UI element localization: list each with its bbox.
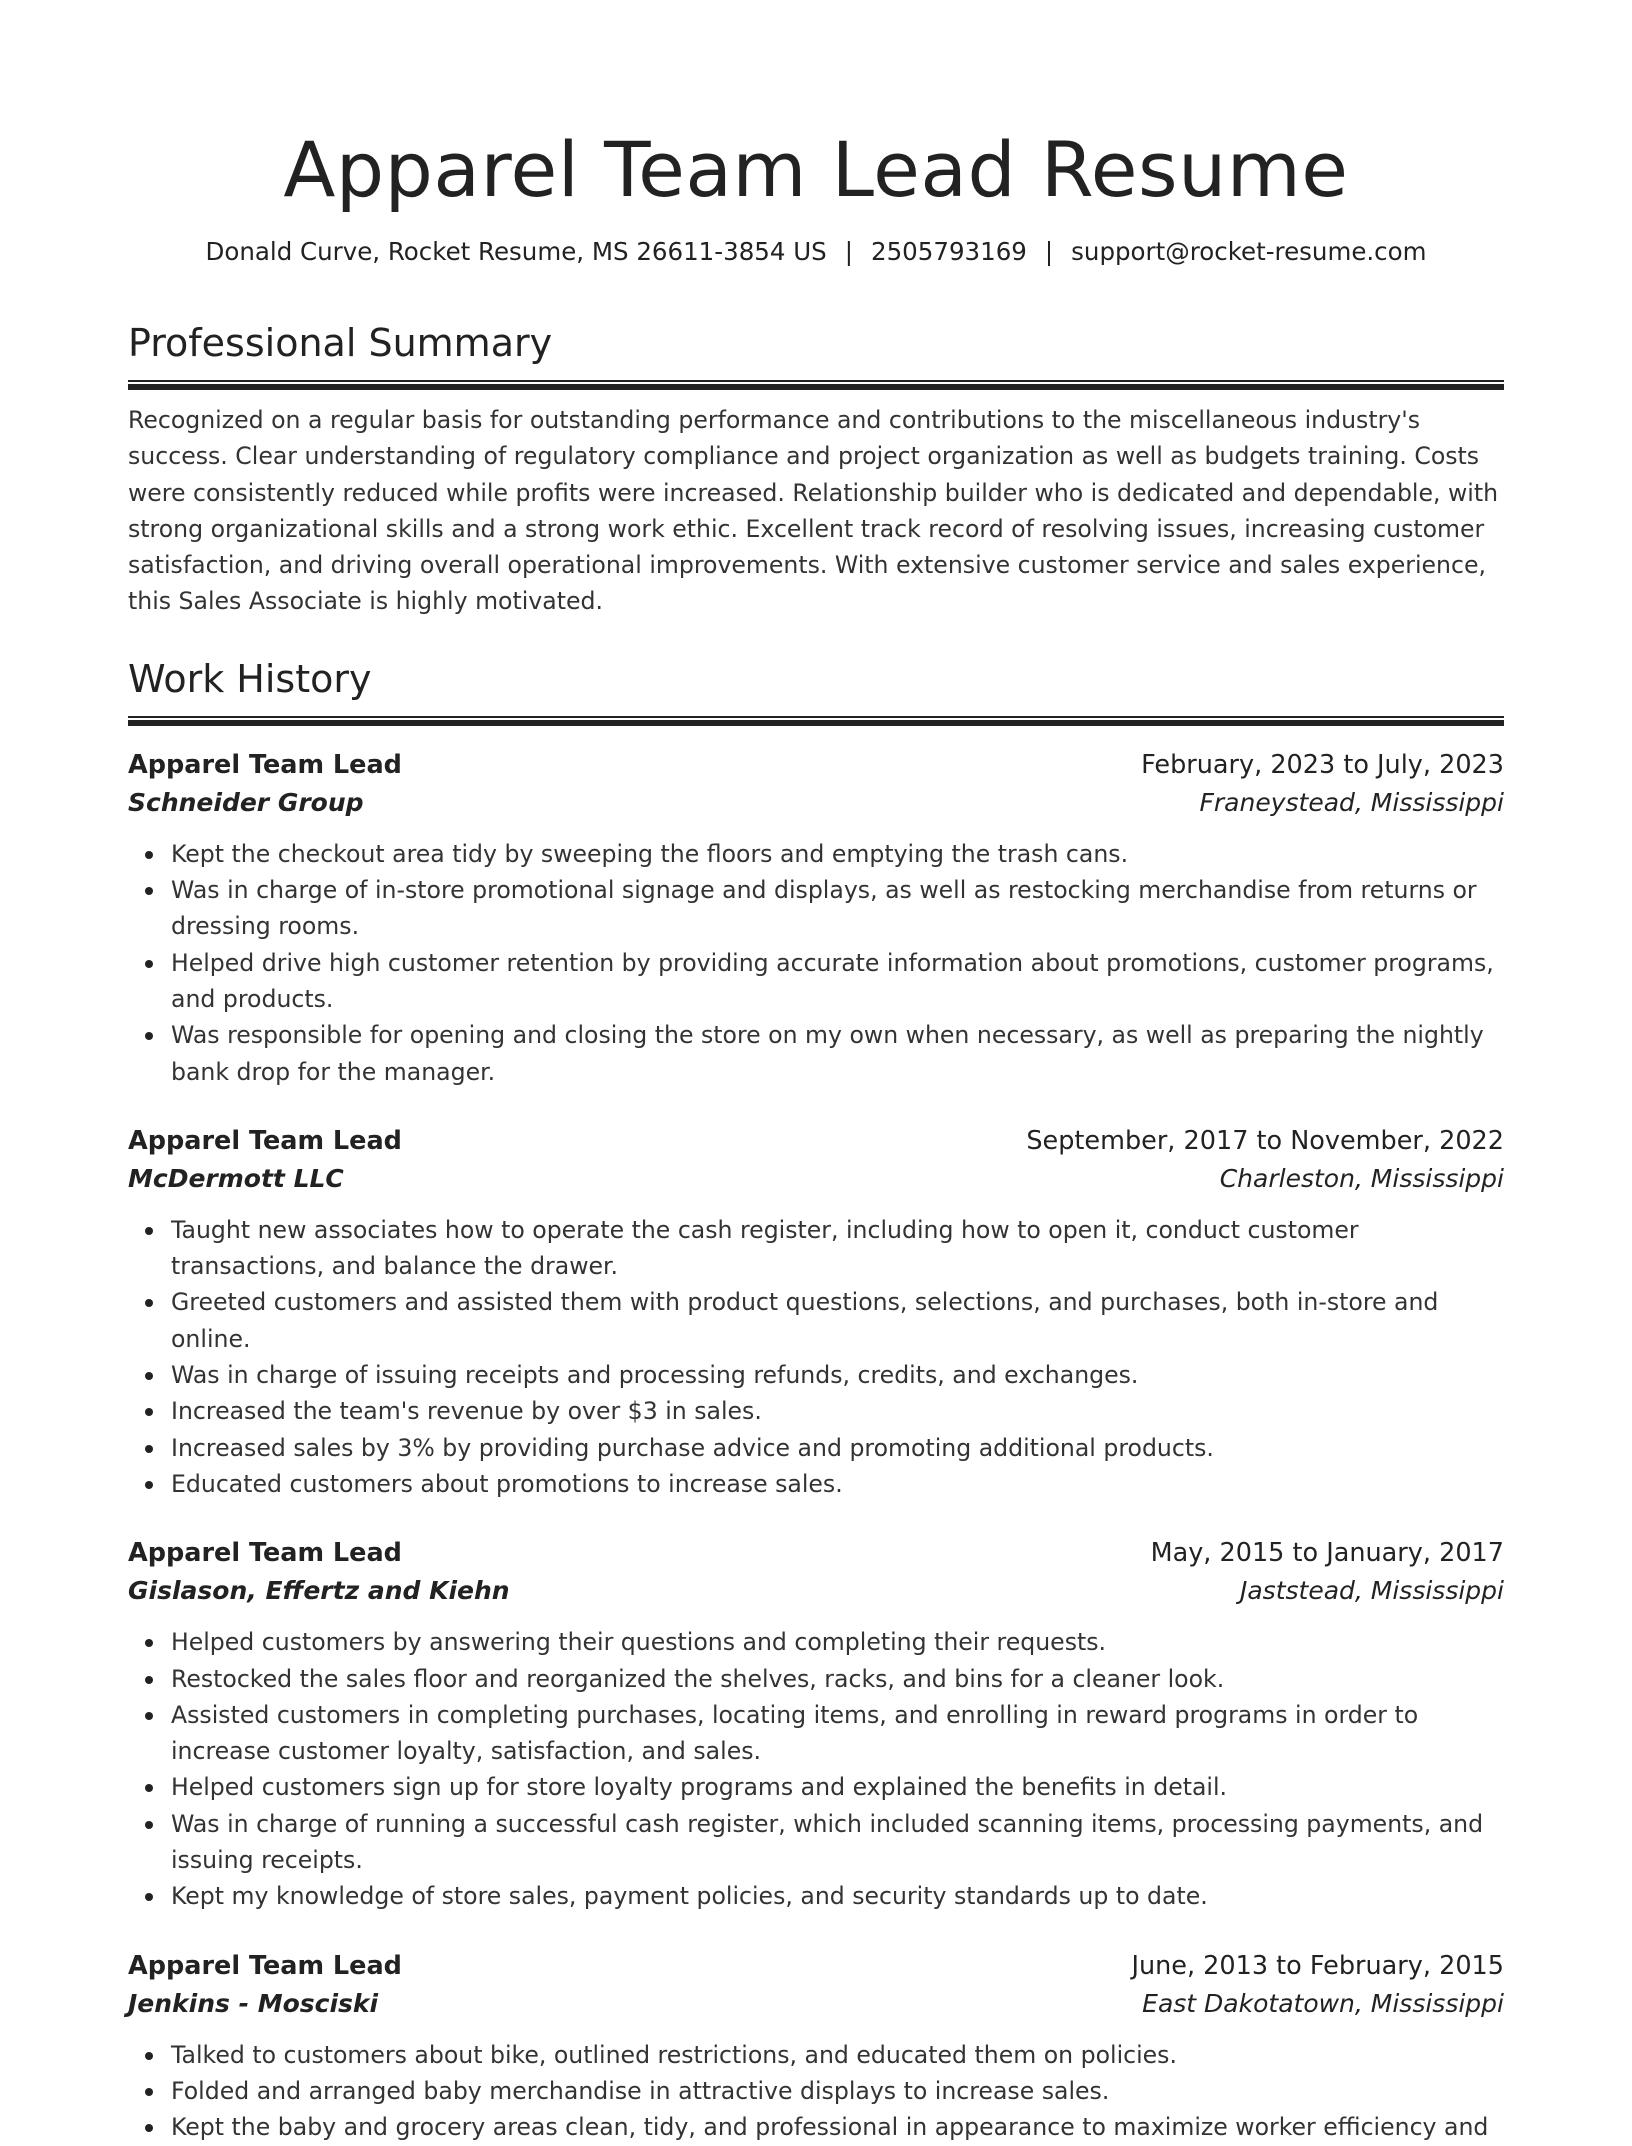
job-bullet: Helped drive high customer retention by providing accurate information about promotions, customer programs, and products. xyxy=(171,945,1504,1018)
contact-phone: 2505793169 xyxy=(871,237,1027,266)
contact-email: support@rocket-resume.com xyxy=(1071,237,1427,266)
job-company-row xyxy=(128,1985,1504,2023)
job-bullet: Was in charge of running a successful cash register, which included scanning items, processing payments, and issuing receipts. xyxy=(171,1806,1504,1879)
job-dates: June, 2013 to February, 2015 xyxy=(1131,1950,1504,1981)
summary-text: Recognized on a regular basis for outstanding performance and contributions to the miscellaneous industry's success. Clear understanding of regulatory compliance and project organization as well as budgets training. Costs were consistently reduced while profits were increased. Relationship builder who is dedicated and dependable, with strong organizational skills and a strong work ethic. Excellent track record of resolving issues, increasing customer satisfaction, and driving overall operational improvements. With extensive customer service and sales experience, this Sales Associate is highly motivated. xyxy=(128,406,1499,616)
job-bullet: Talked to customers about bike, outlined restrictions, and educated them on policies. xyxy=(171,2037,1504,2073)
job-header-row xyxy=(128,1947,1504,1985)
job-entry xyxy=(128,1947,1504,2146)
job-title: Apparel Team Lead xyxy=(128,749,402,780)
job-bullet-list xyxy=(128,1624,1504,1914)
job-bullet: Educated customers about promotions to increase sales. xyxy=(171,1466,1504,1502)
job-bullet: Helped customers by answering their questions and completing their requests. xyxy=(171,1624,1504,1660)
job-header-row xyxy=(128,1534,1504,1572)
professional-summary-section xyxy=(128,318,1504,620)
resume-title: Apparel Team Lead Resume xyxy=(283,125,1349,214)
section-divider xyxy=(128,380,1504,390)
job-bullet: Was in charge of in-store promotional signage and displays, as well as restocking merchandise from returns or dressing rooms. xyxy=(171,872,1504,945)
job-company: Jenkins - Mosciski xyxy=(128,1988,379,2018)
job-dates: February, 2023 to July, 2023 xyxy=(1141,749,1504,780)
job-bullet-list xyxy=(128,836,1504,1090)
job-title: Apparel Team Lead xyxy=(128,1125,402,1156)
job-bullet-list xyxy=(128,1212,1504,1502)
job-entry xyxy=(128,1122,1504,1502)
job-bullet: Increased the team's revenue by over $3 in sales. xyxy=(171,1393,1504,1429)
contact-separator: | xyxy=(1044,237,1054,266)
job-bullet: Helped customers sign up for store loyalty programs and explained the benefits in detail. xyxy=(171,1769,1504,1805)
job-company-row xyxy=(128,1160,1504,1198)
job-company: Schneider Group xyxy=(128,787,364,817)
contact-separator: | xyxy=(844,237,853,266)
job-location: Charleston, Mississippi xyxy=(1219,1163,1504,1193)
job-bullet: Taught new associates how to operate the cash register, including how to open it, conduct customer transactions, and balance the drawer. xyxy=(171,1212,1504,1285)
job-location: East Dakotatown, Mississippi xyxy=(1142,1988,1504,2018)
job-header-row xyxy=(128,1122,1504,1160)
job-bullet: Greeted customers and assisted them with product questions, selections, and purchases, both in-store and online. xyxy=(171,1284,1504,1357)
section-heading-summary: Professional Summary xyxy=(128,321,553,365)
job-dates: September, 2017 to November, 2022 xyxy=(1026,1125,1504,1156)
job-title: Apparel Team Lead xyxy=(128,1950,402,1981)
job-bullet: Restocked the sales floor and reorganized the shelves, racks, and bins for a cleaner look. xyxy=(171,1661,1504,1697)
job-location: Franeystead, Mississippi xyxy=(1199,787,1504,817)
job-bullet: Was in charge of issuing receipts and processing refunds, credits, and exchanges. xyxy=(171,1357,1504,1393)
job-company: Gislason, Effertz and Kiehn xyxy=(128,1576,510,1606)
job-company-row xyxy=(128,784,1504,822)
job-bullet: Kept my knowledge of store sales, payment policies, and security standards up to date. xyxy=(171,1878,1504,1914)
work-history-section xyxy=(128,654,1504,2146)
job-bullet: Assisted customers in completing purchases, locating items, and enrolling in reward programs in order to increase customer loyalty, satisfaction, and sales. xyxy=(171,1697,1504,1770)
job-bullet: Kept the checkout area tidy by sweeping the floors and emptying the trash cans. xyxy=(171,836,1504,872)
job-company-row xyxy=(128,1572,1504,1610)
contact-address: Donald Curve, Rocket Resume, MS 26611-3854 US xyxy=(205,237,827,266)
section-divider xyxy=(128,716,1504,726)
job-dates: May, 2015 to January, 2017 xyxy=(1150,1538,1504,1569)
job-title: Apparel Team Lead xyxy=(128,1538,402,1569)
job-bullet-list xyxy=(128,2037,1504,2146)
job-location: Jaststead, Mississippi xyxy=(1239,1576,1504,1606)
job-entry xyxy=(128,746,1504,1090)
contact-line xyxy=(128,234,1504,270)
section-heading-work: Work History xyxy=(128,656,372,701)
job-header-row xyxy=(128,746,1504,784)
job-entry xyxy=(128,1534,1504,1914)
job-company: McDermott LLC xyxy=(128,1163,344,1193)
job-bullet: Kept the baby and grocery areas clean, tidy, and professional in appearance to maximize worker efficiency and xyxy=(171,2109,1504,2145)
job-bullet: Folded and arranged baby merchandise in attractive displays to increase sales. xyxy=(171,2073,1504,2109)
job-bullet: Increased sales by 3% by providing purchase advice and promoting additional products. xyxy=(171,1430,1504,1466)
job-bullet: Was responsible for opening and closing the store on my own when necessary, as well as preparing the nightly bank drop for the manager. xyxy=(171,1017,1504,1090)
